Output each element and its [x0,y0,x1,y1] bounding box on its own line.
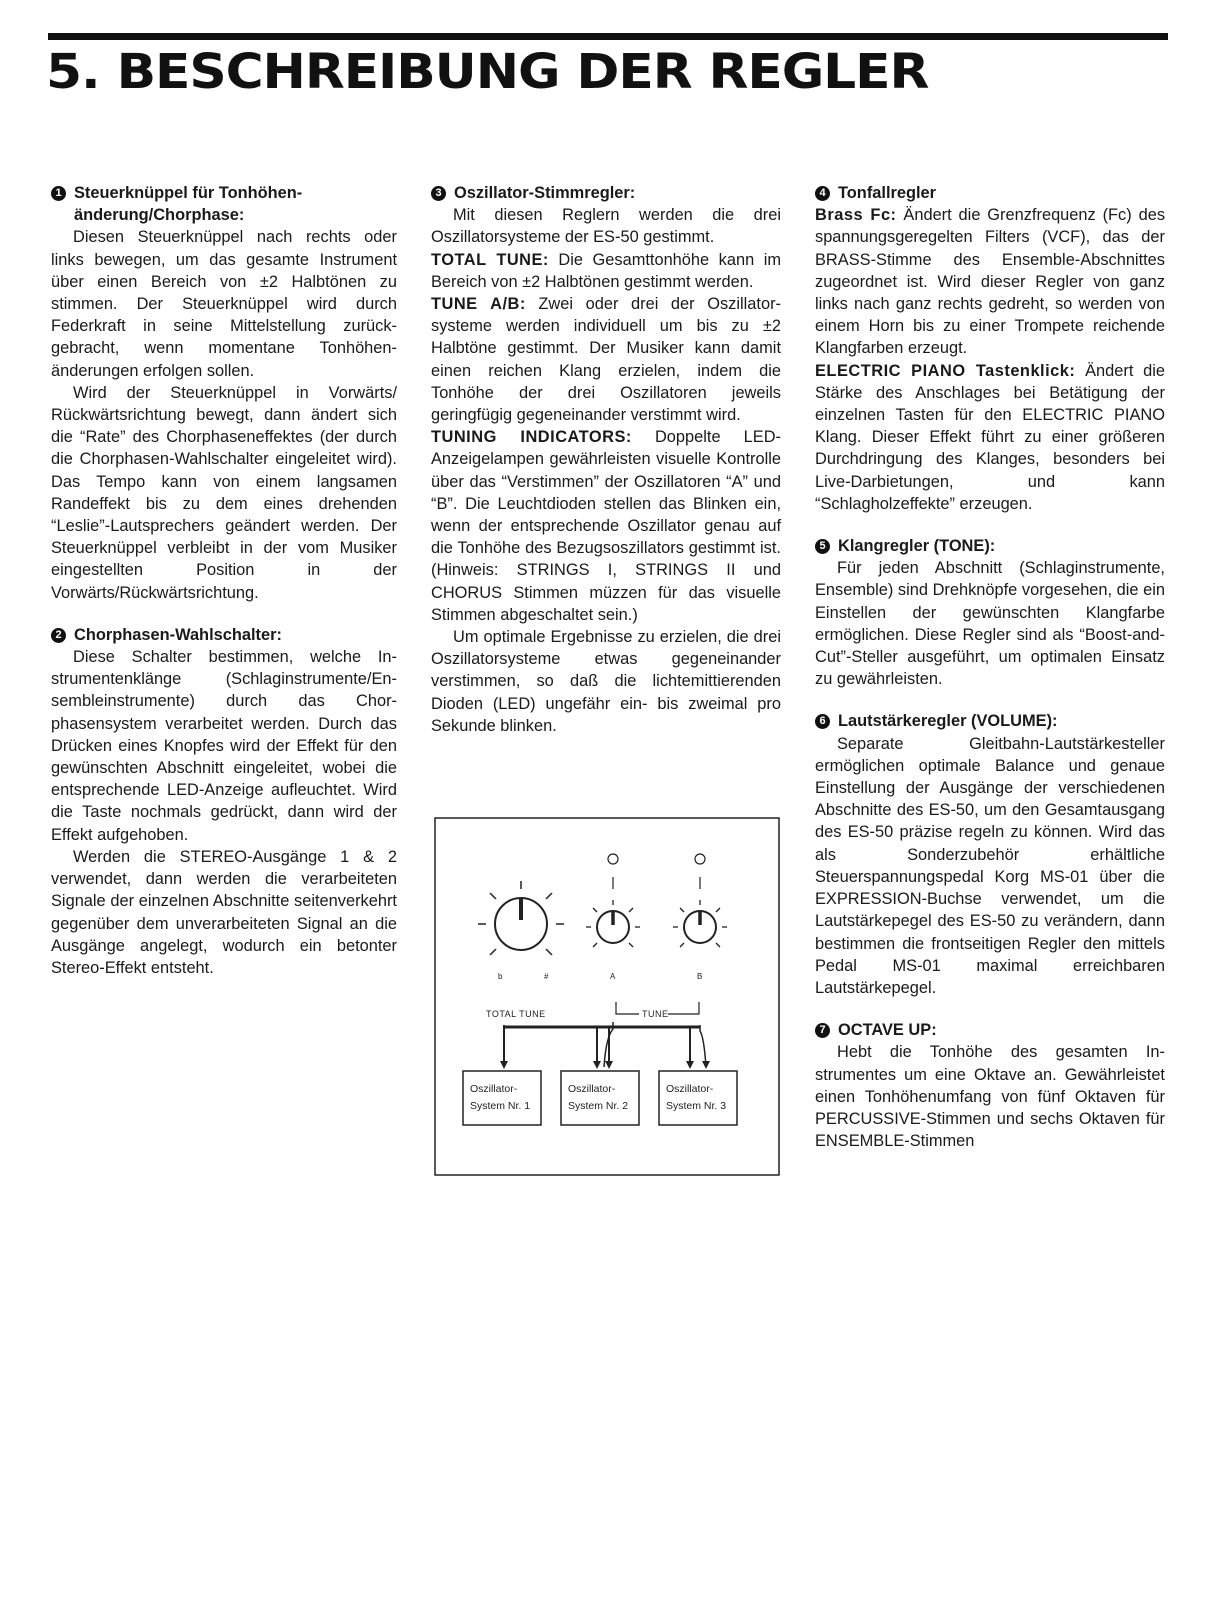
box3-line1: Oszillator- [666,1083,714,1095]
term-label: ELECTRIC PIANO Tastenklick: [815,361,1076,380]
paragraph: Werden die STEREO-Ausgänge 1 & 2 verwendet, dann werden die verarbeiteten Signale der einzelnen Abschnitte seitenverkehrt gegenüber dem unverarbeiteten Signal an die Ausgänge angelegt, wodurch ein betonter Stereo-Effekt entsteht. [51,847,397,977]
section-number-badge: 7 [815,1023,830,1038]
section-3 [431,182,781,737]
section-7 [815,1019,1165,1152]
box1-line2: System Nr. 1 [470,1100,531,1112]
column-right [815,182,1165,1172]
paragraph: TOTAL TUNE: Die Gesamttonhöhe kann im Bereich von ±2 Halbtönen gestimmt werden. [431,250,781,291]
term-label: TUNE A/B: [431,295,526,314]
led-indicator-b [695,854,705,864]
knob-b-label: B [697,972,703,981]
sharp-symbol-label: # [544,972,549,981]
section-heading: Lautstärkeregler (VOLUME): [838,712,1058,731]
paragraph: Diese Schalter bestimmen, welche Instrumentenklänge (Schlaginstrumente/Ensembleinstrumente) durch das Chorphasensystem verarbeitet werden. Durch das Drücken eines Knopfes wird der Effekt für den gewünschten Abschnitt eingeleitet, wobei die entsprechende LED-Anzeige aufleuchtet. Wird die Taste nochmals gedrückt, dann wird der Effekt aufgehoben. [51,648,397,844]
flat-symbol-label: b [498,972,503,981]
column-left [51,182,397,999]
section-heading: Chorphasen-Wahlschalter: [74,625,282,644]
paragraph: Hebt die Tonhöhe des gesamten Instrumentes um eine Oktave an. Gewährleistet einen Tonhöhenumfang von fünf Oktaven für PERCUSSIVE-Stimmen und sechs Oktaven für ENSEMBLE-Stimmen [815,1043,1165,1151]
term-label: Brass Fc: [815,206,897,225]
section-2 [51,624,397,979]
paragraph: Mit diesen Reglern werden die drei Oszillatorsysteme der ES-50 gestimmt. [431,206,781,247]
oscillator-system-1-box [463,1071,541,1125]
section-5 [815,535,1165,690]
diagram-frame [435,818,779,1175]
section-heading: Tonfallregler [838,184,937,202]
oscillator-system-2-box [561,1071,639,1125]
section-heading: OCTAVE UP: [838,1021,937,1040]
led-indicator-a [608,854,618,864]
section-number-badge: 2 [51,628,66,643]
tune-b-knob [673,900,727,947]
term-label: TOTAL TUNE: [431,250,549,269]
paragraph: TUNE A/B: Zwei oder drei der Oszillatorsysteme werden individuell um bis zu ±2 Halbtöne gestimmt. Der Musiker kann damit einen reichen Klang erzielen, indem die Tonhöhe der drei Oszillatoren jeweils geringfügig gegeneinander verstimmt wird. [431,295,781,425]
top-rule [48,33,1168,40]
box1-line1: Oszillator- [470,1083,518,1095]
paragraph: ELECTRIC PIANO Tastenklick: Ändert die Stärke des Anschlages bei Betätigung der einzelnen Tasten für den ELECTRIC PIANO Klang. Dieser Effekt führt zu einer größeren Durchdringung des Klanges, besonders bei Live-Darbietungen, und kann “Schlagholzeffekte” erzeugen. [815,361,1165,513]
section-number-badge: 6 [815,714,830,729]
oscillator-system-3-box [659,1071,737,1125]
paragraph: TUNING INDICATORS: Doppelte LED-Anzeigelampen gewährleisten visuelle Kontrolle über das “Verstimmen” der Oszillatoren “A” und “B”. Die Leuchtdioden stellen das Blinken ein, wenn der entsprechende Oszillator genau auf die Tonhöhe des Bezugsoszillators gestimmt ist. (Hinweis: STRINGS I, STRINGS II und CHORUS Stimmen müzzen für das visuelle Stimmen abgeschaltet sein.) [431,428,782,624]
paragraph: Separate Gleitbahn-Lautstärkesteller ermöglichen optimale Balance und genaue Einstellung der Ausgänge der verschiedenen Abschnitte des ES-50, um den Gesamtausgang des ES-50 präzise regeln zu können. Wird das als Sonderzubehör erhältliche Steuerspannungspedal Korg MS-01 über die EXPRESSION-Buchse verwendet, um die Lautstärkepegel des ES-50 zu verändern, dann bestimmen die frontseitigen Regler den mittels Pedal MS-01 maximal erreichbaren Lautstärkepegel. [815,734,1165,997]
section-number-badge: 5 [815,539,830,554]
box3-line2: System Nr. 3 [666,1100,727,1112]
term-label: TUNING INDICATORS: [431,428,632,447]
tune-label: TUNE [642,1009,669,1019]
tuning-diagram [434,817,780,1176]
tuning-diagram-svg [434,817,780,1176]
total-tune-label: TOTAL TUNE [486,1009,546,1019]
section-heading: Oszillator-Stimmregler: [454,184,636,202]
total-tune-knob [478,881,564,955]
section-6 [815,710,1165,999]
section-4 [815,182,1165,515]
page-title: 5. BESCHREIBUNG DER REGLER [46,44,929,100]
column-middle [431,182,781,757]
paragraph: Wird der Steuerknüppel in Vorwärts/ Rückwärtsrichtung bewegt, dann ändert sich die “Rate” des Chorphaseneffektes (der durch die Chorphasen-Wahlschalter eingeleitet wird). Das Tempo kann von einem langsamen Randeffekt bis zu dem eines drehenden “Leslie”-Lautsprechers geändert werden. Der Steuerknüppel verbleibt in der vom Musiker eingestellten Position in der Vorwärts/Rückwärtsrichtung. [51,383,397,602]
paragraph: Brass Fc: Ändert die Grenzfrequenz (Fc) des spannungsgeregelten Filters (VCF), das der BRASS-Stimme des Ensemble-Abschnittes zugeordnet ist. Wird dieser Regler von ganz links nach ganz rechts gedreht, so werden von einem Horn bis zu einer Trompete reichende Klangfarben erzeugt. [815,206,1166,358]
box2-line1: Oszillator- [568,1083,616,1095]
section-heading: Klangregler (TONE): [838,537,996,556]
section-1 [51,182,397,604]
section-heading: Steuerknüppel für Tonhöhenänderung/Chorphase: [74,184,303,225]
section-number-badge: 1 [51,186,66,201]
section-number-badge: 3 [431,186,446,201]
paragraph: Diesen Steuerknüppel nach rechts oder links bewegen, um das gesamte Instrument über einen Bereich von ±2 Halbtönen zu stimmen. Der Steuerknüppel wird durch Federkraft in seine Mittelstellung zurückgebracht, wenn momentane Tonhöhenänderungen erfolgen sollen. [51,228,397,380]
knob-a-label: A [610,972,616,981]
tune-a-knob [586,900,640,947]
paragraph: Für jeden Abschnitt (Schlaginstrumente, Ensemble) sind Drehknöpfe vorgesehen, die ein Einstellen der gewünschten Klangfarbe ermöglichen. Diese Regler sind als “Boost-and-Cut”-Steller ausgeführt, um optimalen Einsatz zu gewährleisten. [815,559,1165,689]
section-number-badge: 4 [815,186,830,201]
paragraph: Um optimale Ergebnisse zu erzielen, die drei Oszillatorsysteme etwas gegeneinander verstimmen, so daß die lichtemittierenden Dioden (LED) ungefähr ein- bis zweimal pro Sekunde blinken. [431,628,781,735]
box2-line2: System Nr. 2 [568,1100,629,1112]
